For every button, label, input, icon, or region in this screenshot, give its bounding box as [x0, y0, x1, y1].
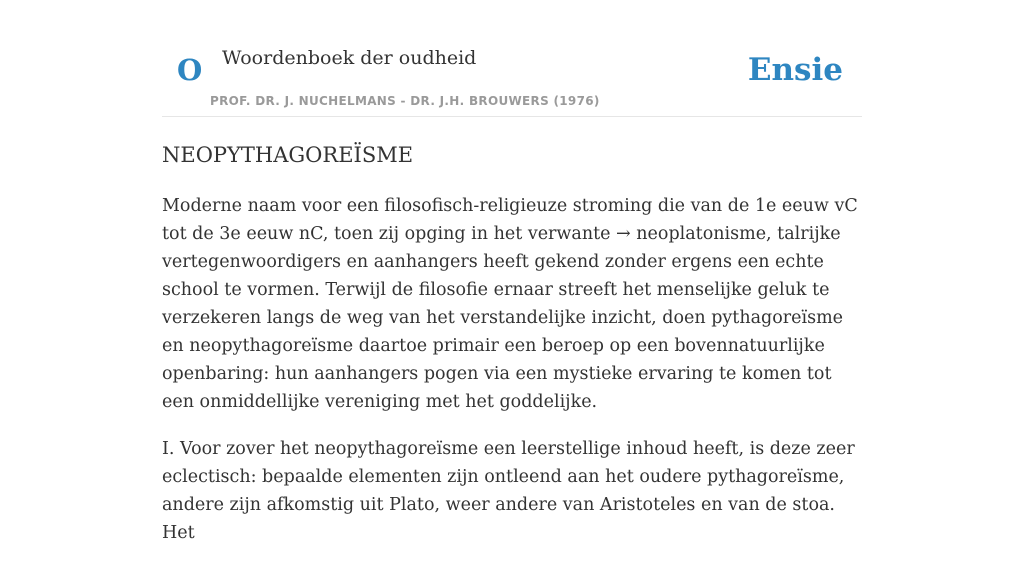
book-title-link[interactable]: Woordenboek der oudheid: [222, 47, 477, 69]
entry-title: NEOPYTHAGOREÏSME: [162, 143, 414, 167]
book-authors: PROF. DR. J. NUCHELMANS - DR. J.H. BROUWERS (1976): [210, 94, 600, 108]
header: [162, 0, 862, 117]
entry-body: [162, 192, 868, 566]
letter-index-link[interactable]: O: [177, 53, 203, 87]
entry-paragraph: I. Voor zover het neopythagoreïsme een leerstellige inhoud heeft, is deze zeer eclectisch: bepaalde elementen zijn ontleend aan het oudere pythagoreïsme, andere zijn afkomstig uit Plato, weer andere van Aristoteles en van de stoa. Het: [162, 439, 855, 543]
entry-paragraph: Moderne naam voor een filosofisch-religieuze stroming die van de 1e eeuw vC tot de 3e eeuw nC, toen zij opging in het verwante → neoplatonisme, talrijke vertegenwoordigers en aanhangers heeft gekend zonder ergens een echte school te vormen. Terwijl de filosofie ernaar streeft het menselijke geluk te verzekeren langs de weg van het verstandelijke inzicht, doen pythagoreïsme en neopythagoreïsme daartoe primair een beroep op een bovennatuurlijke openbaring: hun aanhangers pogen via een mystieke ervaring te komen tot een onmiddellijke vereniging met het goddelijke.: [162, 196, 858, 412]
brand-logo[interactable]: Ensie: [747, 52, 843, 88]
